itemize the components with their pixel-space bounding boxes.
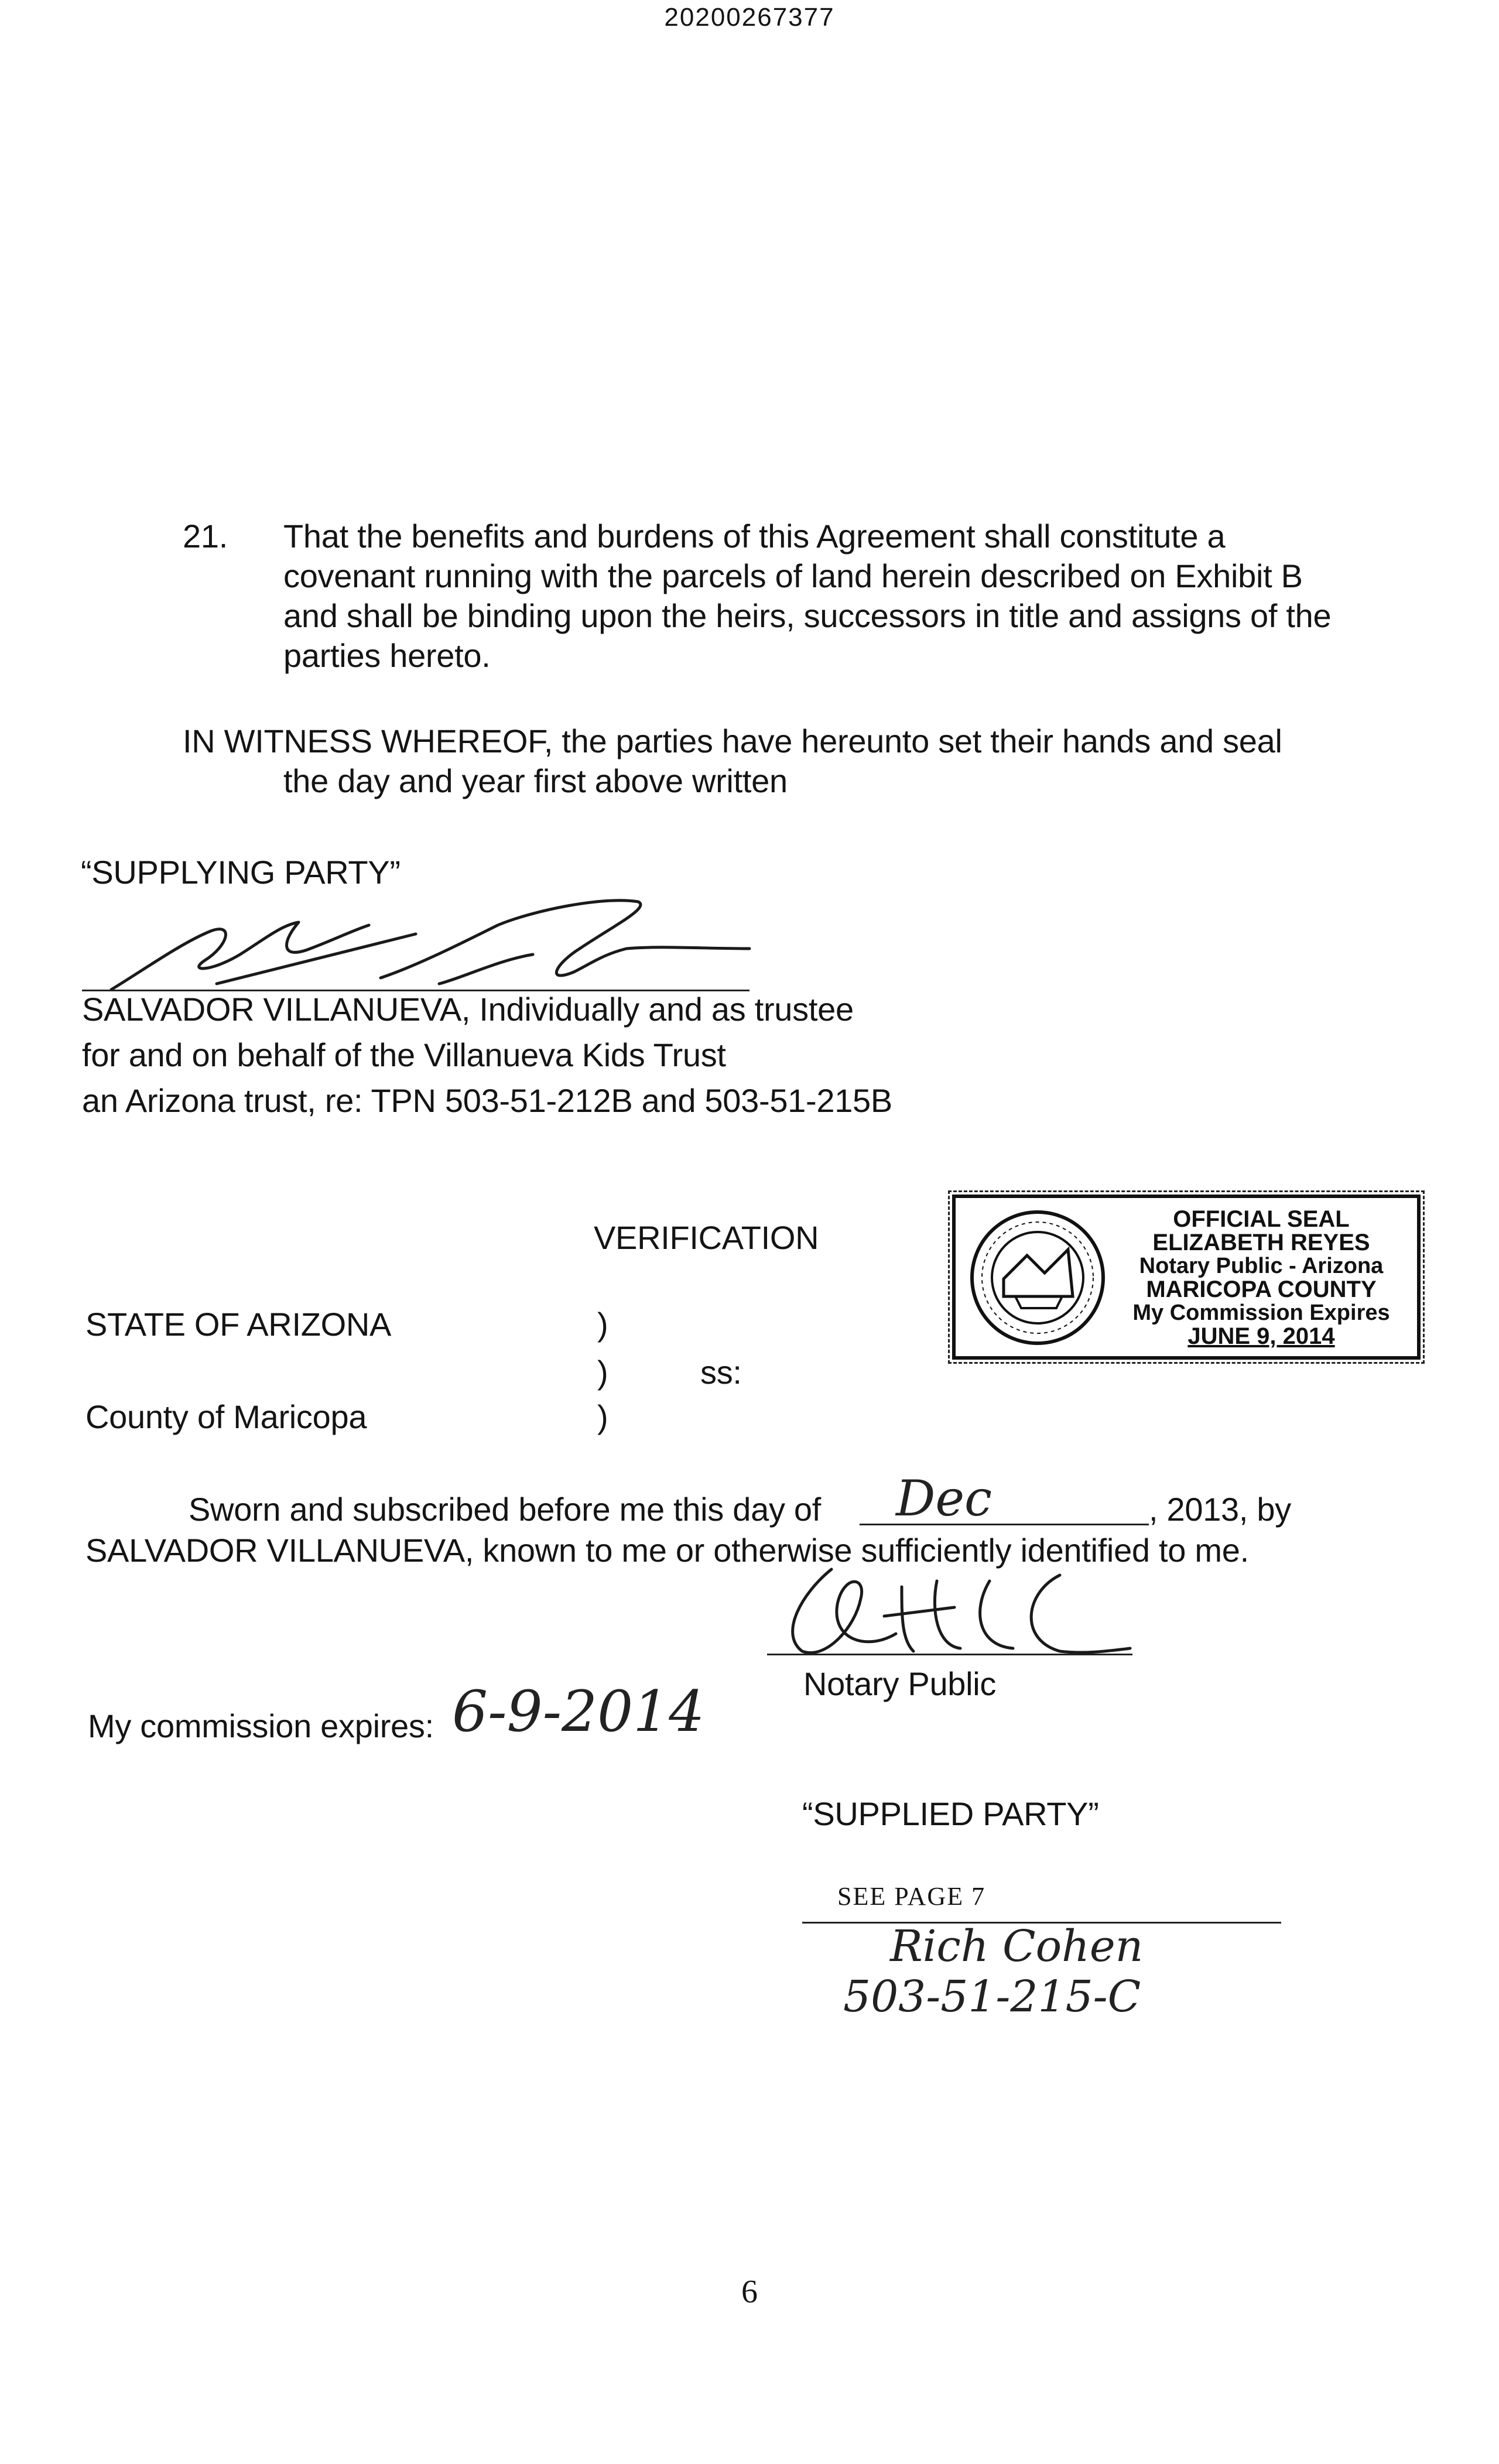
clause-line-2: covenant running with the parcels of land herein described on Exhibit B xyxy=(283,557,1303,594)
see-page-text: SEE PAGE 7 xyxy=(837,1882,986,1911)
seal-line-5: My Commission Expires xyxy=(1132,1301,1390,1325)
seal-line-4: MARICOPA COUNTY xyxy=(1146,1277,1377,1302)
supplied-party-handwritten-name: Rich Cohen xyxy=(890,1921,1144,1972)
supplied-party-handwritten-parcel: 503-51-215-C xyxy=(843,1972,1141,2022)
commission-label: My commission expires: xyxy=(88,1707,434,1744)
paren-1: ) xyxy=(597,1306,608,1343)
supplying-party-line-3: an Arizona trust, re: TPN 503-51-212B and 503-51-215B xyxy=(82,1082,892,1119)
sworn-line-1-pre: Sworn and subscribed before me this day of xyxy=(189,1491,822,1528)
clause-line-4: parties hereto. xyxy=(283,637,491,674)
supplying-party-line-2: for and on behalf of the Villanueva Kids Trust xyxy=(82,1036,726,1073)
page-number: 6 xyxy=(741,2274,758,2310)
seal-line-1: OFFICIAL SEAL xyxy=(1173,1206,1350,1232)
sworn-line-1-post: , 2013, by xyxy=(1149,1491,1291,1528)
supplied-party-heading: “SUPPLIED PARTY” xyxy=(802,1795,1099,1832)
county-label: County of Maricopa xyxy=(85,1398,367,1435)
clause-line-3: and shall be binding upon the heirs, successors in title and assigns of the xyxy=(283,597,1332,634)
paren-2: ) xyxy=(597,1354,608,1391)
seal-line-3: Notary Public - Arizona xyxy=(1139,1254,1384,1278)
clause-number: 21. xyxy=(183,518,228,555)
verification-heading: VERIFICATION xyxy=(594,1219,819,1256)
supplying-party-heading: “SUPPLYING PARTY” xyxy=(81,854,401,891)
sworn-month-handwritten: Dec xyxy=(896,1470,993,1527)
seal-line-2: ELIZABETH REYES xyxy=(1152,1230,1370,1255)
sworn-line-2: SALVADOR VILLANUEVA, known to me or otherwise sufficiently identified to me. xyxy=(85,1532,1249,1569)
clause-line-1: That the benefits and burdens of this Agreement shall constitute a xyxy=(283,518,1226,555)
commission-date-handwritten: 6-9-2014 xyxy=(452,1679,705,1744)
state-seal-icon xyxy=(968,1209,1107,1347)
state-label: STATE OF ARIZONA xyxy=(85,1306,392,1343)
notary-signature-line xyxy=(767,1654,1132,1655)
notary-public-label: Notary Public xyxy=(803,1665,997,1702)
ss-label: ss: xyxy=(700,1354,742,1391)
witness-line-2: the day and year first above written xyxy=(283,762,788,799)
notary-signature xyxy=(767,1558,1142,1663)
document-number: 20200267377 xyxy=(664,3,835,32)
seal-line-6: JUNE 9, 2014 xyxy=(1187,1323,1335,1349)
supplying-party-line-1: SALVADOR VILLANUEVA, Individually and as trustee xyxy=(82,991,854,1028)
witness-line-1: IN WITNESS WHEREOF, the parties have hereunto set their hands and seal xyxy=(183,723,1282,759)
paren-3: ) xyxy=(597,1398,608,1435)
official-seal xyxy=(952,1195,1421,1360)
